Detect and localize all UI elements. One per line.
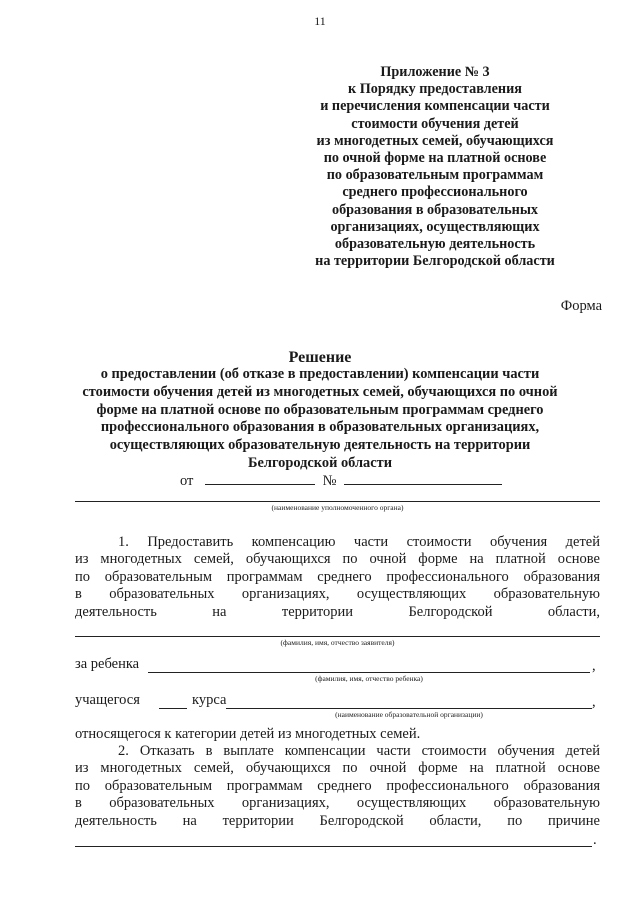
date-field[interactable] <box>205 472 315 485</box>
subtitle-line: стоимости обучения детей из многодетных семей, обучающихся по очной <box>82 383 558 400</box>
paragraph-line: деятельность на территории Белгородской области, по причине <box>75 812 600 829</box>
appendix-line: организациях, осуществляющих <box>330 218 540 235</box>
child-caption: (фамилия, имя, отчество ребенка) <box>315 674 423 683</box>
subtitle-line: о предоставлении (об отказе в предоставлении) компенсации части <box>100 366 540 382</box>
applicant-caption: (фамилия, имя, отчество заявителя) <box>280 638 395 647</box>
appendix-line: по образовательным программам <box>326 167 544 184</box>
course-label: курса <box>192 692 227 708</box>
appendix-line: образования в образовательных <box>331 201 539 218</box>
appendix-line: по очной форме на платной основе <box>323 150 547 167</box>
appendix-line: стоимости обучения детей <box>351 115 519 132</box>
paragraph-line: из многодетных семей, обучающихся по очной форме на платной основе <box>75 760 600 777</box>
subtitle-line: осуществляющих образовательную деятельность на территории <box>109 437 531 454</box>
organization-comma: , <box>592 694 596 710</box>
appendix-line: к Порядку предоставления <box>348 81 522 98</box>
reason-field[interactable] <box>75 846 592 847</box>
subtitle-line: Белгородской области <box>247 454 393 471</box>
paragraph-line: по образовательным программам среднего профессионального образования <box>75 777 600 794</box>
child-row <box>75 656 600 673</box>
appendix-line: Приложение № 3 <box>380 64 490 80</box>
appendix-line: на территории Белгородской области <box>315 253 555 270</box>
reason-period: . <box>593 832 597 848</box>
appendix-line: образовательную деятельность <box>334 236 536 253</box>
date-number-line <box>180 472 502 490</box>
applicant-field[interactable] <box>75 636 600 637</box>
paragraph-line: из многодетных семей, обучающихся по очной форме на платной основе <box>75 551 600 568</box>
paragraph-line: по образовательным программам среднего профессионального образования <box>75 568 600 585</box>
organization-caption: (наименование образовательной организации) <box>335 710 483 719</box>
organization-field[interactable] <box>226 708 592 709</box>
page-number: 11 <box>314 14 326 28</box>
appendix-header <box>300 64 570 270</box>
number-field[interactable] <box>344 472 502 485</box>
subtitle-line: профессионального образования в образовательных организациях, <box>100 419 540 436</box>
paragraph-line: 1. Предоставить компенсацию части стоимости обучения детей <box>118 534 600 550</box>
appendix-line: среднего профессионального <box>342 184 528 201</box>
paragraph-2 <box>75 743 600 830</box>
paragraph-1 <box>75 534 600 621</box>
appendix-line: и перечисления компенсации части <box>320 98 550 115</box>
subtitle-line: форме на платной основе по образовательным программам среднего <box>96 401 544 418</box>
date-prefix: от <box>180 473 194 489</box>
decision-title: Решение <box>288 349 352 366</box>
paragraph-line: деятельность на территории Белгородской области, <box>75 603 600 620</box>
student-label: учащегося <box>75 692 140 708</box>
paragraph-line: 2. Отказать в выплате компенсации части стоимости обучения детей <box>118 743 600 759</box>
category-line: относящегося к категории детей из многодетных семей. <box>75 726 421 742</box>
appendix-line: из многодетных семей, обучающихся <box>316 132 554 149</box>
decision-subtitle <box>70 366 570 473</box>
child-label: за ребенка <box>75 656 140 672</box>
child-comma: , <box>592 658 596 674</box>
paragraph-line: в образовательных организациях, осуществляющих образовательную <box>75 795 600 812</box>
course-number-field[interactable] <box>159 708 187 709</box>
paragraph-line: в образовательных организациях, осуществляющих образовательную <box>75 586 600 603</box>
authority-field[interactable] <box>75 501 600 502</box>
number-prefix: № <box>322 473 337 489</box>
child-field[interactable] <box>148 672 590 673</box>
form-label: Форма <box>560 298 602 314</box>
authority-caption: (наименование уполномоченного органа) <box>271 503 404 512</box>
